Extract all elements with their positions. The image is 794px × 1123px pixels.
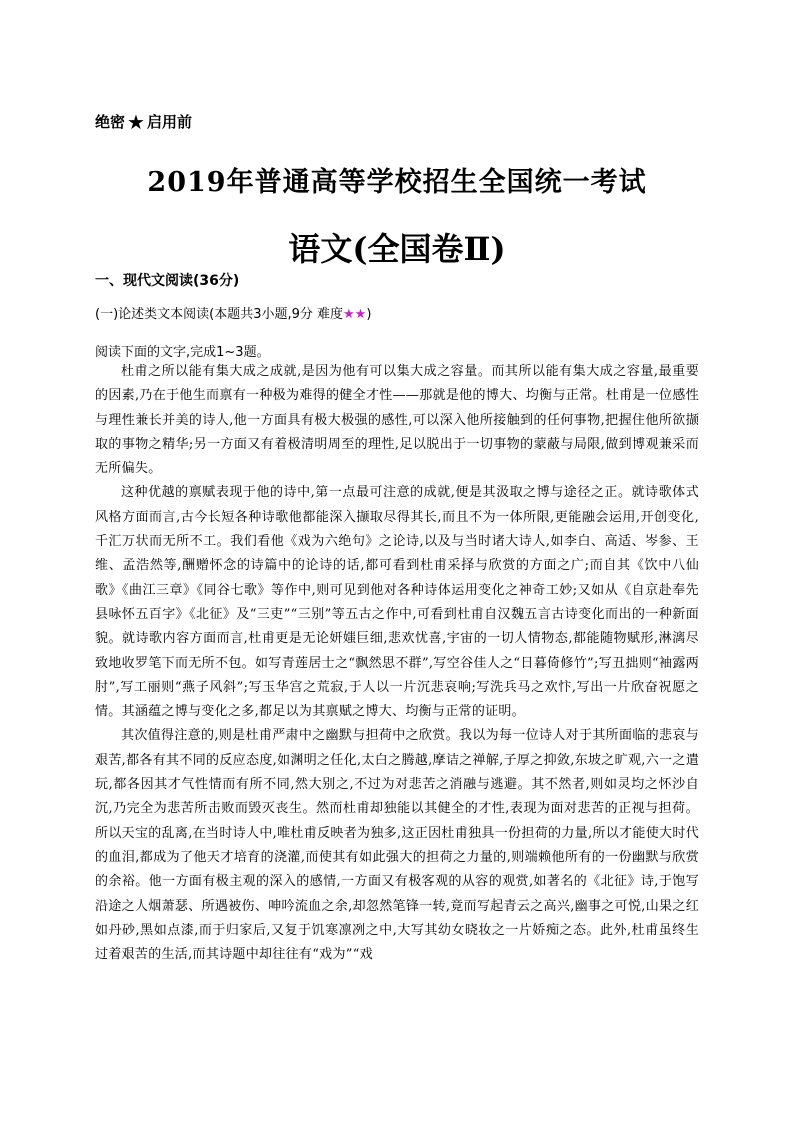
confidential-label (95, 110, 192, 134)
exam-title: 2019年普通高等学校招生全国统一考试 (147, 167, 647, 198)
subject-title: 语文(全国卷Ⅱ) (288, 230, 506, 268)
paragraph: 这种优越的禀赋表现于他的诗中,第一点最可注意的成就,便是其汲取之博与途径之正。就诗歌体式风格方面而言,古今长短各种诗歌他都能深入撷取尽得其长,而且不为一体所限,更能融会运用,开创变化,千汇万状而无所不工。我们看他《戏为六绝句》之论诗,以及与当时诸大诗人,如李白、高适、岑参、王维、孟浩然等,酬赠怀念的诗篇中的论诗的话,都可看到杜甫采择与欣赏的方面之广;而自其《饮中八仙歌》《曲江三章》《同谷七歌》等作中,则可见到他对各种诗体运用变化之神奇工妙;又如从《自京赴奉先县咏怀五百字》《北征》及“三吏”“三别”等五古之作中,可看到杜甫自汉魏五言古诗变化而出的一种新面貌。就诗歌内容方面而言,杜甫更是无论妍媸巨细,悲欢忧喜,宇宙的一切人情物态,都能随物赋形,淋漓尽致地收罗笔下而无所不包。如写青莲居士之“飘然思不群”,写空谷佳人之“日暮倚修竹”;写丑拙则“袖露两肘”,写工丽则“燕子风斜”;写玉华宫之荒寂,于人以一片沉悲哀响;写洗兵马之欢忭,写出一片欣奋祝愿之情。其涵蕴之博与变化之多,都足以为其禀赋之博大、均衡与正常的证明。 (95, 485, 699, 720)
sub-heading-text: (一)论述类文本阅读(本题共3小题,9分 难度 (95, 307, 344, 322)
secret-text: 绝密 (95, 113, 126, 131)
sub-heading-close: ) (366, 307, 372, 322)
reading-instruction: 阅读下面的文字,完成1~3题。 (95, 345, 270, 360)
star-icon: ★ (127, 110, 145, 134)
secret-suffix: 启用前 (146, 113, 192, 131)
difficulty-stars-icon: ★★ (343, 307, 367, 322)
sub-section-heading (95, 303, 371, 322)
article-body (95, 360, 699, 967)
paragraph: 杜甫之所以能有集大成之成就,是因为他有可以集大成之容量。而其所以能有集大成之容量,最重要的因素,乃在于他生而禀有一种极为难得的健全才性——那就是他的博大、均衡与正常。杜甫是一位感性与理性兼长并美的诗人,他一方面具有极大极强的感性,可以深入他所接触到的任何事物,把握住他所欲撷取的事物之精华;另一方面又有着极清明周至的理性,足以脱出于一切事物的蒙蔽与局限,做到博观兼采而无所偏失。 (95, 364, 699, 477)
paragraph: 其次值得注意的,则是杜甫严肃中之幽默与担荷中之欣赏。我以为每一位诗人对于其所面临的悲哀与艰苦,都各有其不同的反应态度,如渊明之任化,太白之腾越,摩诘之禅解,子厚之抑敛,东坡之旷观,六一之遣玩,都各因其才气性情而有所不同,然大别之,不过为对悲苦之消融与逃避。其不然者,则如灵均之怀沙自沉,乃完全为悲苦所击败而毁灭丧生。然而杜甫却独能以其健全的才性,表现为面对悲苦的正视与担荷。所以天宝的乱离,在当时诗人中,唯杜甫反映者为独多,这正因杜甫独具一份担荷的力量,所以才能使大时代的血泪,都成为了他天才培育的浇灌,而使其有如此强大的担荷之力量的,则端赖他所有的一份幽默与欣赏的余裕。他一方面有极主观的深入的感情,一方面又有极客观的从容的观赏,如著名的《北征》诗,于饱写沿途之人烟萧瑟、所遇被伤、呻吟流血之余,却忽然笔锋一转,竟而写起青云之高兴,幽事之可悦,山果之红如丹砂,黑如点漆,而于归家后,又复于饥寒凛冽之中,大写其幼女晓妆之一片娇痴之态。此外,杜甫虽终生过着艰苦的生活,而其诗题中却往往有“戏为”“戏 (95, 728, 699, 963)
section-heading: 一、现代文阅读(36分) (95, 273, 240, 289)
